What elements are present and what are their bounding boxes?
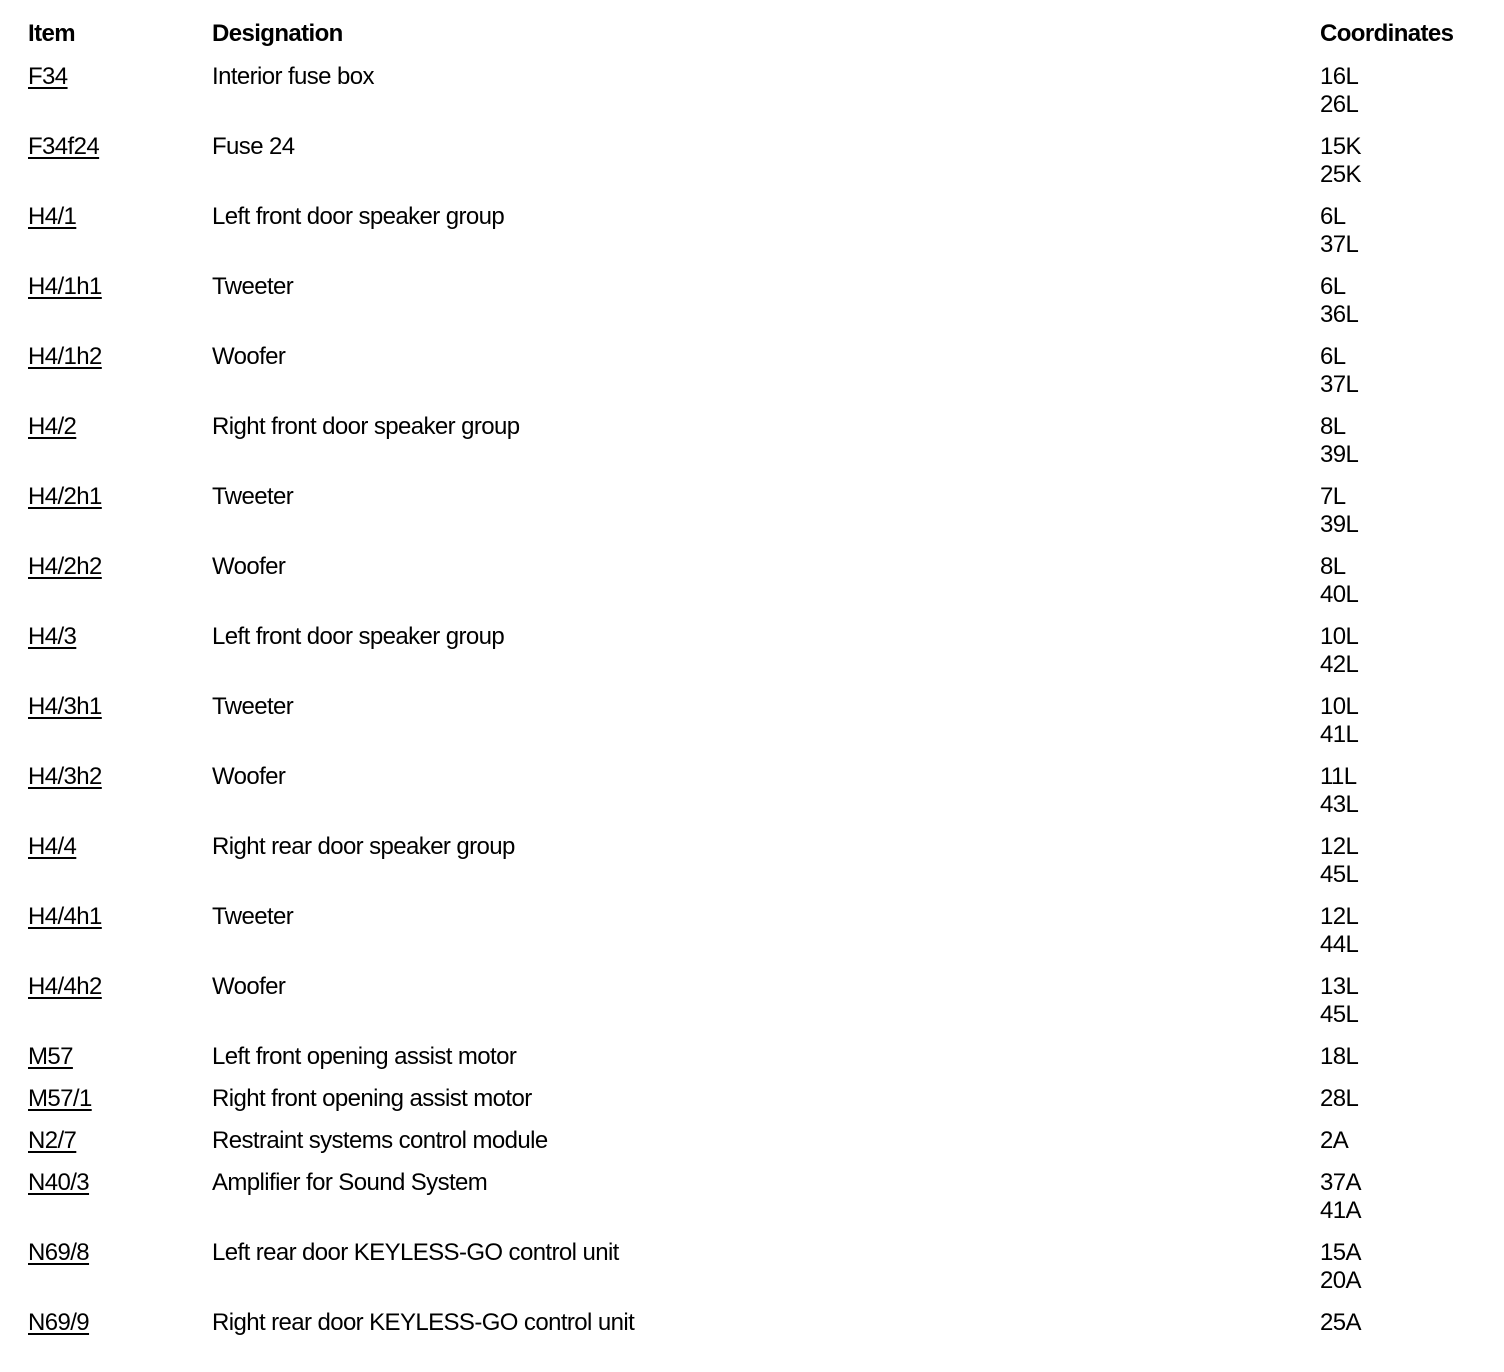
table-row bbox=[28, 973, 1488, 1043]
coordinates-cell bbox=[1320, 483, 1358, 539]
coordinate-value: 2A bbox=[1320, 1127, 1349, 1154]
table-row bbox=[28, 1309, 1488, 1339]
coordinate-value: 43L bbox=[1320, 791, 1359, 818]
item-cell bbox=[28, 343, 102, 371]
designation-cell: Right front opening assist motor bbox=[212, 1085, 532, 1112]
table-row bbox=[28, 1043, 1488, 1085]
coordinates-cell bbox=[1320, 273, 1358, 329]
coordinates-cell bbox=[1320, 973, 1358, 1029]
coordinates-cell bbox=[1320, 763, 1358, 819]
table-row bbox=[28, 763, 1488, 833]
coordinate-value: 41L bbox=[1320, 721, 1359, 748]
item-cell bbox=[28, 693, 102, 721]
designation-cell: Woofer bbox=[212, 343, 286, 370]
item-cell bbox=[28, 763, 102, 791]
table-row bbox=[28, 273, 1488, 343]
coordinate-value: 25K bbox=[1320, 161, 1361, 188]
coordinate-value: 8L bbox=[1320, 553, 1346, 580]
coordinate-value: 45L bbox=[1320, 1001, 1359, 1028]
item-cell bbox=[28, 553, 102, 581]
coordinate-value: 12L bbox=[1320, 903, 1359, 930]
item-cell bbox=[28, 133, 99, 161]
item-link[interactable]: H4/4h1 bbox=[28, 903, 102, 930]
coordinates-cell bbox=[1320, 693, 1358, 749]
designation-cell: Interior fuse box bbox=[212, 63, 374, 90]
coordinates-cell bbox=[1320, 623, 1358, 679]
coordinate-value: 20A bbox=[1320, 1267, 1361, 1294]
item-link[interactable]: H4/1h1 bbox=[28, 273, 102, 300]
coordinates-cell bbox=[1320, 833, 1358, 889]
item-link[interactable]: H4/4h2 bbox=[28, 973, 102, 1000]
coordinate-value: 11L bbox=[1320, 763, 1357, 790]
item-link[interactable]: F34f24 bbox=[28, 133, 100, 160]
coordinates-cell bbox=[1320, 1239, 1361, 1295]
item-link[interactable]: N40/3 bbox=[28, 1169, 90, 1196]
designation-cell: Woofer bbox=[212, 763, 286, 790]
designation-cell: Right rear door KEYLESS-GO control unit bbox=[212, 1309, 635, 1336]
designation-column-header: Designation bbox=[212, 20, 343, 47]
table-row bbox=[28, 1085, 1488, 1127]
coordinates-column-header: Coordinates bbox=[1320, 20, 1454, 47]
item-link[interactable]: M57/1 bbox=[28, 1085, 92, 1112]
coordinates-cell bbox=[1320, 553, 1358, 609]
item-cell bbox=[28, 273, 102, 301]
item-link[interactable]: H4/1 bbox=[28, 203, 77, 230]
coordinate-value: 7L bbox=[1320, 483, 1346, 510]
table-row bbox=[28, 133, 1488, 203]
table-row bbox=[28, 903, 1488, 973]
item-cell bbox=[28, 973, 102, 1001]
item-cell bbox=[28, 1043, 73, 1071]
coordinate-value: 45L bbox=[1320, 861, 1359, 888]
coordinate-value: 10L bbox=[1320, 623, 1359, 650]
item-link[interactable]: H4/3 bbox=[28, 623, 77, 650]
item-link[interactable]: H4/3h1 bbox=[28, 693, 102, 720]
designation-cell: Fuse 24 bbox=[212, 133, 295, 160]
item-cell bbox=[28, 1085, 92, 1113]
item-cell bbox=[28, 203, 76, 231]
designation-cell: Left front door speaker group bbox=[212, 203, 505, 230]
item-link[interactable]: H4/2h2 bbox=[28, 553, 102, 580]
designation-cell: Right rear door speaker group bbox=[212, 833, 515, 860]
designation-cell: Tweeter bbox=[212, 483, 294, 510]
item-cell bbox=[28, 1127, 76, 1155]
coordinate-value: 25A bbox=[1320, 1309, 1361, 1336]
coordinate-value: 39L bbox=[1320, 511, 1359, 538]
coordinate-value: 8L bbox=[1320, 413, 1346, 440]
coordinates-cell bbox=[1320, 413, 1358, 469]
coordinates-cell bbox=[1320, 63, 1358, 119]
coordinates-cell bbox=[1320, 1169, 1361, 1225]
item-link[interactable]: H4/4 bbox=[28, 833, 77, 860]
coordinate-value: 41A bbox=[1320, 1197, 1361, 1224]
coordinate-value: 26L bbox=[1320, 91, 1359, 118]
designation-cell: Right front door speaker group bbox=[212, 413, 520, 440]
table-row bbox=[28, 693, 1488, 763]
item-link[interactable]: H4/2 bbox=[28, 413, 77, 440]
item-link[interactable]: H4/1h2 bbox=[28, 343, 102, 370]
coordinate-value: 42L bbox=[1320, 651, 1359, 678]
coordinates-cell bbox=[1320, 343, 1358, 399]
coordinates-cell bbox=[1320, 203, 1358, 259]
coordinate-value: 15K bbox=[1320, 133, 1361, 160]
item-link[interactable]: N2/7 bbox=[28, 1127, 77, 1154]
coordinate-value: 40L bbox=[1320, 581, 1359, 608]
item-link[interactable]: N69/8 bbox=[28, 1239, 90, 1266]
item-cell bbox=[28, 413, 76, 441]
coordinates-cell bbox=[1320, 1085, 1358, 1113]
coordinate-value: 37L bbox=[1320, 231, 1359, 258]
item-link[interactable]: H4/2h1 bbox=[28, 483, 102, 510]
coordinate-value: 10L bbox=[1320, 693, 1359, 720]
table-row bbox=[28, 1239, 1488, 1309]
designation-cell: Woofer bbox=[212, 973, 286, 1000]
table-row bbox=[28, 833, 1488, 903]
designation-cell: Left front door speaker group bbox=[212, 623, 505, 650]
coordinate-value: 15A bbox=[1320, 1239, 1361, 1266]
item-cell bbox=[28, 623, 76, 651]
designation-cell: Tweeter bbox=[212, 903, 294, 930]
coordinate-value: 37A bbox=[1320, 1169, 1361, 1196]
table-row bbox=[28, 483, 1488, 553]
item-cell bbox=[28, 903, 102, 931]
item-link[interactable]: H4/3h2 bbox=[28, 763, 102, 790]
table-row bbox=[28, 1169, 1488, 1239]
designation-cell: Woofer bbox=[212, 553, 286, 580]
item-cell bbox=[28, 1309, 89, 1337]
item-column-header: Item bbox=[28, 20, 75, 47]
coordinates-cell bbox=[1320, 133, 1361, 189]
table-row bbox=[28, 623, 1488, 693]
coordinate-value: 44L bbox=[1320, 931, 1359, 958]
item-cell bbox=[28, 1239, 89, 1267]
designation-cell: Left rear door KEYLESS-GO control unit bbox=[212, 1239, 619, 1266]
item-cell bbox=[28, 63, 68, 91]
table-row bbox=[28, 1127, 1488, 1169]
coordinate-value: 37L bbox=[1320, 371, 1359, 398]
designation-cell: Restraint systems control module bbox=[212, 1127, 548, 1154]
coordinates-cell bbox=[1320, 903, 1358, 959]
table-row bbox=[28, 203, 1488, 273]
coordinate-value: 39L bbox=[1320, 441, 1359, 468]
coordinate-value: 12L bbox=[1320, 833, 1359, 860]
coordinate-value: 36L bbox=[1320, 301, 1359, 328]
coordinate-value: 16L bbox=[1320, 63, 1359, 90]
table-row bbox=[28, 413, 1488, 483]
item-link[interactable]: N69/9 bbox=[28, 1309, 90, 1336]
table-row bbox=[28, 553, 1488, 623]
coordinates-cell bbox=[1320, 1309, 1361, 1337]
item-link[interactable]: F34 bbox=[28, 63, 68, 90]
coordinate-value: 6L bbox=[1320, 203, 1346, 230]
coordinates-cell bbox=[1320, 1043, 1358, 1071]
designation-cell: Tweeter bbox=[212, 693, 294, 720]
legend-table bbox=[28, 20, 1488, 1339]
coordinate-value: 18L bbox=[1320, 1043, 1359, 1070]
item-link[interactable]: M57 bbox=[28, 1043, 73, 1070]
item-cell bbox=[28, 483, 102, 511]
table-row bbox=[28, 343, 1488, 413]
coordinate-value: 28L bbox=[1320, 1085, 1359, 1112]
item-cell bbox=[28, 1169, 89, 1197]
designation-cell: Left front opening assist motor bbox=[212, 1043, 517, 1070]
designation-cell: Tweeter bbox=[212, 273, 294, 300]
coordinate-value: 13L bbox=[1320, 973, 1359, 1000]
coordinate-value: 6L bbox=[1320, 343, 1346, 370]
table-header bbox=[28, 20, 1488, 63]
coordinates-cell bbox=[1320, 1127, 1348, 1155]
table-body bbox=[28, 63, 1488, 1339]
item-cell bbox=[28, 833, 76, 861]
table-row bbox=[28, 63, 1488, 133]
coordinate-value: 6L bbox=[1320, 273, 1346, 300]
designation-cell: Amplifier for Sound System bbox=[212, 1169, 488, 1196]
